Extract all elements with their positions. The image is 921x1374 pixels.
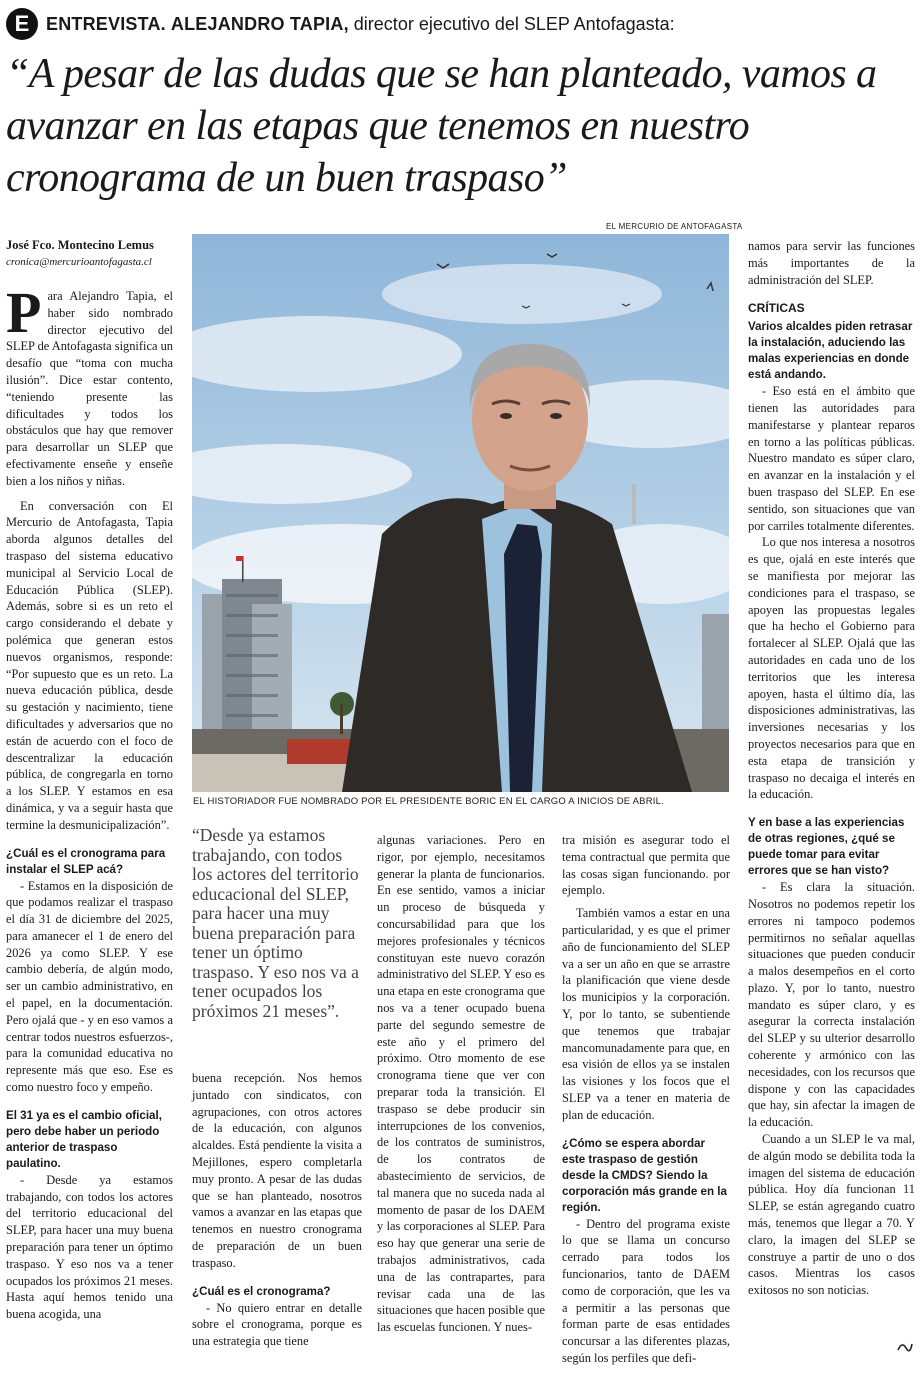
- lead-text: ara Alejandro Tapia, el haber sido nombrado director ejecutivo del SLEP de Antofagasta significa un desafío que “toma con mucha ilusión”. Dice estar contento, “teniendo presente las dificultades y todos los obstáculos que hay que remover para desarrollar un SLEP que efectivamente enseñe y enseñe bien a los niños y niñas.: [6, 289, 173, 488]
- interview-question: ¿Cuál es el cronograma para instalar el SLEP acá?: [6, 846, 166, 876]
- paragraph: - Eso está en el ámbito que tienen las autoridades para manifestarse y plantear reparos en torno a las políticas públicas. Nuestro mandato es súper claro, en avanzar en la instalación y el buen traspaso del SLEP. En ese sentido, son situaciones que van por carriles totalmente diferentes.: [748, 384, 915, 533]
- section-badge: E: [6, 8, 38, 40]
- portrait-illustration: [192, 234, 729, 792]
- paragraph: - No quiero entrar en detalle sobre el cronograma, porque es una estrategia que tiene: [192, 1300, 362, 1349]
- kicker-role: director ejecutivo del SLEP Antofagasta:: [353, 14, 675, 34]
- column-4: [562, 832, 730, 1367]
- author-name: José Fco. Montecino Lemus: [6, 238, 154, 252]
- paragraph: - Dentro del programa existe lo que se llama un concurso cerrado para todos los funcionarios, tanto de DAEM como de corporación, que les va a permitir a las personas que forman parte de esas entidades concursar a las diferentes plazas, según los perfiles que defi-: [562, 1216, 730, 1365]
- portrait-photo: [192, 234, 729, 792]
- paragraph: Cuando a un SLEP le va mal, de algún modo se debilita toda la imagen del sistema de educación pública. Hoy día funcionan 11 SLEP, se están agregando cuatro más, tenemos que llegar a 70. Y claro, la imagen del SLEP se construye a partir de uno o dos casos. Mientras los casos exitosos no son noticias.: [748, 1132, 915, 1298]
- end-mark-icon: [896, 1340, 914, 1354]
- column-3: [377, 832, 545, 1336]
- paragraph: tra misión es asegurar todo el tema contractual que permita que las cosas sigan funcionando. por ejemplo.: [562, 833, 730, 898]
- paragraph: En conversación con El Mercurio de Antofagasta, Tapia aborda algunos detalles del traspaso del sistema educativo municipal al Servicio Local de Educación Pública (SLEP). Además, sobre si es un reto el cargo considerando el debate y polémica que generan estos nuevos organismos, responde: “Por supuesto que es un reto. La nueva educación pública, desde su gestación y nacimiento, tiene dificultades y adversarios que no están de acuerdo con el foco de descentralizar la educación pública, de congregarla en torno a los SLEP. Y estamos en esa dinámica, y va a seguir hasta que termine la desmunicipalización”.: [6, 498, 173, 832]
- photo-caption: EL HISTORIADOR FUE NOMBRADO POR EL PRESIDENTE BORIC EN EL CARGO A INICIOS DE ABRIL.: [193, 796, 664, 807]
- subhead: CRÍTICAS: [748, 301, 805, 316]
- pull-quote: “Desde ya estamos trabajando, con todos los actores del territorio educacional del SLEP, para hacer una muy buena preparación para tener un óptimo traspaso. Y eso nos va a tener ocupados los próximos 21 meses”.: [192, 825, 359, 1021]
- kicker-label: ENTREVISTA.: [46, 14, 166, 34]
- paragraph: - Estamos en la disposición de que podamos realizar el traspaso el día 31 de diciembre del 2025, para amanecer el 1 de enero del 2026 ya como SLEP. Y ese cambio debería, de algún modo, ser un cambio administrativo, en el papel, en la documentación. Pero ojalá que - y en eso vamos a centrar todos nuestros esfuerzos-, para la comunidad educativa no represente más que eso. Ese es como nuestro foco y empeño.: [6, 878, 173, 1095]
- column-1: [6, 280, 173, 1323]
- paragraph: namos para servir las funciones más importantes de la administración del SLEP.: [748, 239, 915, 287]
- paragraph: - Es clara la situación. Nosotros no podemos repetir los errores ni tampoco podemos permitirnos no señalar aquellas situaciones que pueden conducir a malos desempeños en el corto plazo. Y, por lo tanto, nuestro mandato es súper claro, y es asegurar la correcta instalación del SLEP y su ulterior desarrollo coherente y armónico con las necesidades, con los recursos que dispone y con las capacidades que hay, sin afectar la imagen de la educación.: [748, 880, 915, 1130]
- interview-question: ¿Cómo se espera abordar este traspaso de gestión desde la CMDS? Siendo la corporación más grande en la región.: [562, 1136, 727, 1214]
- drop-cap: P: [6, 280, 42, 345]
- kicker: [46, 14, 675, 35]
- photo-credit: EL MERCURIO DE ANTOFAGASTA: [606, 222, 743, 231]
- headline: “A pesar de las dudas que se han planteado, vamos a avanzar en las etapas que tenemos en nuestro cronograma de un buen traspaso”: [6, 51, 877, 201]
- kicker-name: ALEJANDRO TAPIA,: [170, 14, 349, 34]
- column-5: [748, 238, 915, 1299]
- interview-question: ¿Cuál es el cronograma?: [192, 1284, 331, 1298]
- paragraph: Lo que nos interesa a nosotros es que, ojalá en este interés que se manifiesta por mejorar las condiciones para el traspaso, se apoyen las propuestas legales que ha hecho el Gobierno para fortalecer al SLEP. Ojalá que las autoridades en cada uno de los territorios que les interesa apoyen, hasta el último día, las disposiciones administrativas, las inversiones necesarias y los proyectos necesarios para que en esta etapa de transición y traspaso no decaiga el interés en la educación.: [748, 535, 915, 802]
- paragraph: algunas variaciones. Pero en rigor, por ejemplo, necesitamos generar la planta de funcionarios. En ese sentido, vamos a iniciar un proceso de búsqueda y concursabilidad para que los mejores profesionales y técnicos constituyan este nuevo corazón administrativo del SLEP. Y eso es una etapa en este cronograma que nos va a tener ocupado buena parte del segundo semestre de este año y el primero del próximo. Otro momento de ese cronograma tiene que ver con preparar toda la transición. El traspaso se debe producir sin interrupciones de los convenios, de los contratos de suministros, de los contratos de abastecimiento de servicios, de tal manera que no suceda nada al momento de pasar de los DAEM y las corporaciones al SLEP. Para eso hay que generar una serie de trabajos administrativos, cada una de las contrapartes, para revisar cada una de las situaciones que hacen posible que las escuelas funcionen. Y nues-: [377, 833, 545, 1335]
- paragraph: - Desde ya estamos trabajando, con todos los actores del territorio educacional del SLEP, para hacer una muy buena preparación para tener un óptimo traspaso. Y eso nos va a tener ocupados los próximos 21 meses. Hasta aquí hemos tenido una buena acogida, una: [6, 1172, 173, 1322]
- author-email: cronica@mercurioantofagasta.cl: [6, 256, 152, 268]
- paragraph: También vamos a estar en una particularidad, y es que el primer año de funcionamiento del SLEP va a ser un año en que se arrastre la planificación que viene desde los municipios y la corporación. Y, por lo tanto, se subentiende que tenemos que trabajar mancomunadamente para que, en esa visión de ellos ya se instalen las visiones y los focos que el SLEP va a tener en materia de plan de educación.: [562, 906, 730, 1122]
- column-2: [192, 1070, 362, 1350]
- interview-question: Y en base a las experiencias de otras regiones, ¿qué se puede tomar para evitar errores que se han visto?: [748, 816, 905, 878]
- lead-paragraph: [6, 280, 173, 490]
- interview-question: El 31 ya es el cambio oficial, pero debe haber un periodo anterior de traspaso paulatino.: [6, 1108, 162, 1170]
- interview-question: Varios alcaldes piden retrasar la instalación, aduciendo las malas experiencias en donde está andando.: [748, 320, 913, 382]
- paragraph: buena recepción. Nos hemos juntado con sindicatos, con agrupaciones, con otros actores de la educación, con algunos alcaldes. Está pendiente la visita a Mejillones, espero completarla muy pronto. A pesar de las dudas que se han planteado, nosotros vamos a avanzar en las etapas que tenemos en nuestro cronograma de preparación de un buen traspaso.: [192, 1071, 362, 1270]
